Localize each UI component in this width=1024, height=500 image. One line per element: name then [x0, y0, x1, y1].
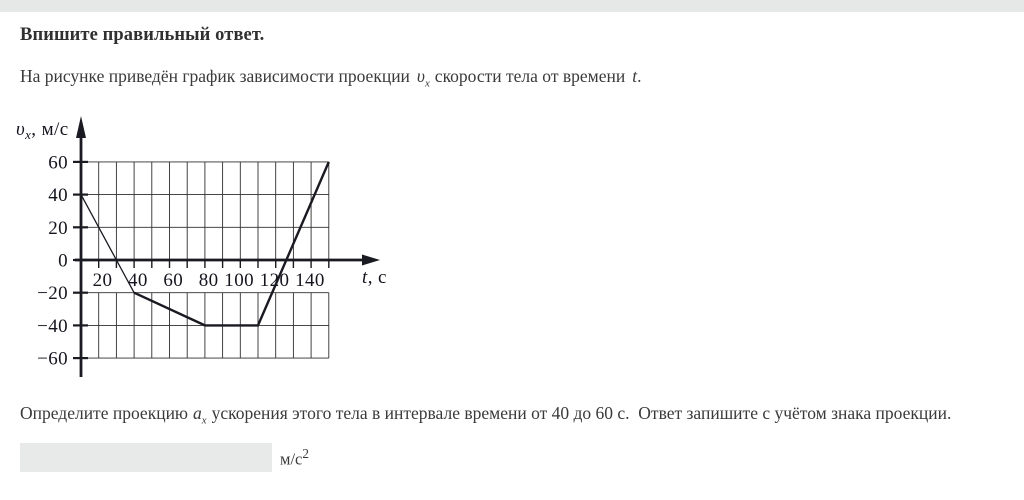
svg-text:20: 20 [48, 217, 68, 239]
answer-unit-exponent: 2 [302, 445, 309, 461]
acceleration-symbol [193, 403, 207, 427]
answer-unit-base: м/с [280, 449, 303, 469]
svg-text:60: 60 [163, 270, 184, 291]
answer-input[interactable] [20, 443, 272, 472]
intro-text-2: скорости тела от времени [434, 66, 626, 86]
velocity-symbol [416, 66, 430, 90]
svg-text:t, с: t, с [362, 267, 387, 288]
answer-unit [280, 446, 309, 470]
svg-text:40: 40 [48, 185, 68, 207]
acceleration-var: a [193, 403, 202, 423]
intro-text-3: . [637, 66, 642, 86]
problem-intro [20, 66, 641, 90]
problem-question [20, 403, 1020, 427]
question-text-1: Определите проекцию [20, 403, 189, 423]
svg-text:60: 60 [48, 152, 68, 174]
svg-text:0: 0 [58, 250, 68, 272]
page-title: Впишите правильный ответ. [20, 25, 265, 45]
svg-text:−40: −40 [37, 315, 68, 337]
velocity-subscript: x [424, 77, 430, 90]
time-symbol: t [632, 66, 638, 86]
svg-text:140: 140 [295, 270, 325, 291]
velocity-time-chart [0, 105, 410, 390]
svg-text:100: 100 [224, 270, 254, 291]
svg-text:80: 80 [198, 270, 219, 291]
svg-text:−60: −60 [37, 348, 68, 370]
velocity-var: υ [416, 66, 425, 86]
svg-text:20: 20 [92, 270, 113, 291]
top-bar [0, 0, 1024, 12]
svg-text:−20: −20 [37, 283, 68, 305]
svg-text:120: 120 [259, 270, 290, 291]
acceleration-subscript: x [201, 414, 207, 427]
svg-text:υx, м/с: $\upsilon_x$, м/с [16, 119, 69, 142]
svg-text:40: 40 [127, 270, 148, 291]
answer-row [20, 443, 309, 472]
question-text-2: ускорения этого тела в интервале времени от 40 до 60 с. Ответ запишите с учётом знака проекции. [211, 403, 952, 423]
intro-text-1: На рисунке приведён график зависимости проекции [20, 66, 410, 86]
chart-figure [0, 105, 410, 390]
